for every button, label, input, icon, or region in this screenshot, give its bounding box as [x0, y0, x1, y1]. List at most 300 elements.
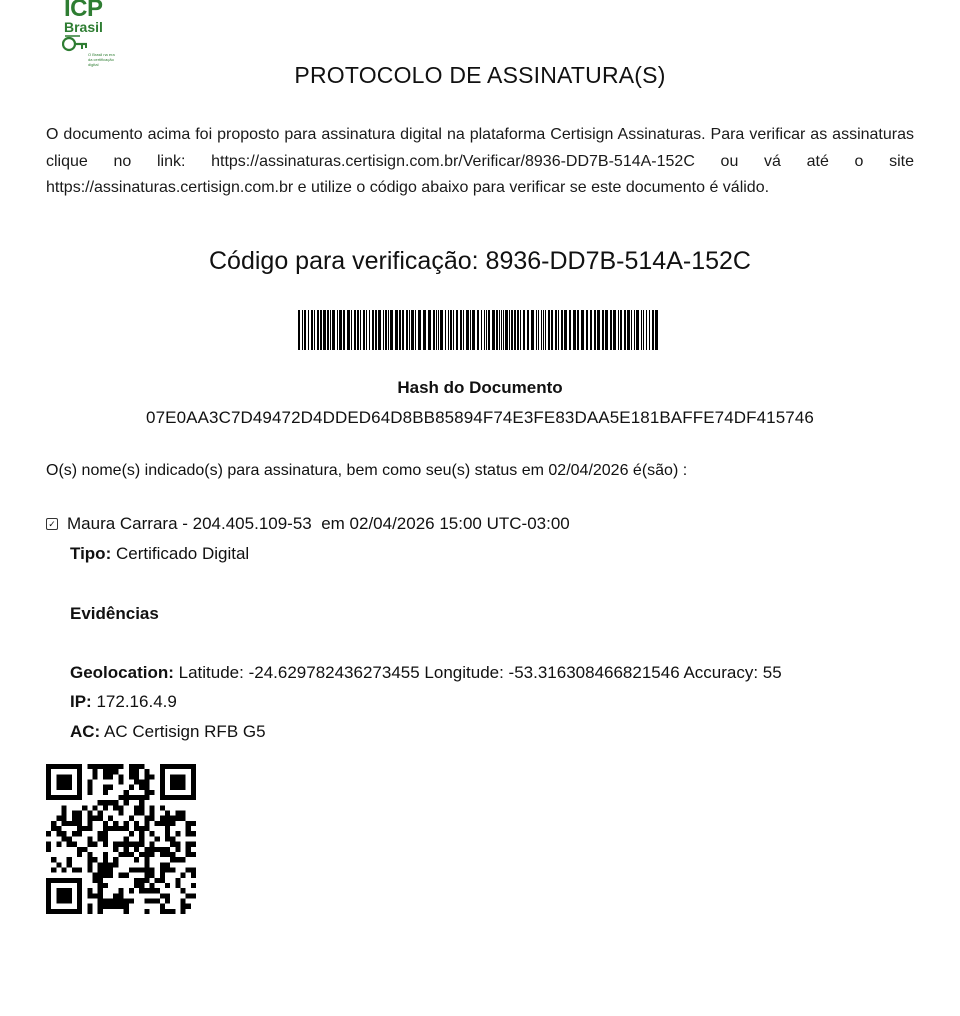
barcode-bar [445, 310, 446, 350]
barcode-bar [302, 310, 303, 350]
qr-module [51, 867, 56, 872]
qr-module [118, 888, 123, 893]
barcode-bar [436, 310, 437, 350]
qr-module [87, 862, 92, 867]
qr-module [87, 893, 92, 898]
barcode-bar [415, 310, 416, 350]
barcode-bar [561, 310, 563, 350]
barcode-bar [395, 310, 398, 350]
tipo-value: Certificado Digital [115, 544, 250, 563]
qr-module [108, 873, 113, 878]
qr-module [124, 790, 129, 795]
qr-module [77, 816, 82, 821]
barcode-bar [618, 310, 619, 350]
qr-module [139, 888, 144, 893]
barcode-bar [548, 310, 550, 350]
barcode-bar [375, 310, 377, 350]
barcode-bar [558, 310, 559, 350]
qr-module [72, 811, 77, 816]
qr-module [98, 862, 103, 867]
qr-module [103, 842, 108, 847]
barcode-bar [327, 310, 329, 350]
qr-module [93, 878, 98, 883]
qr-module [87, 780, 92, 785]
qr-module [180, 904, 185, 909]
qr-module [144, 867, 149, 872]
qr-module [98, 878, 103, 883]
qr-module [139, 805, 144, 810]
qr-module [139, 842, 144, 847]
signer-type [70, 544, 249, 564]
qr-module [144, 816, 149, 821]
barcode-bar [634, 310, 635, 350]
qr-module [134, 805, 139, 810]
qr-module [160, 909, 165, 914]
qr-module [124, 873, 129, 878]
qr-module [170, 774, 186, 790]
qr-module [118, 764, 123, 769]
qr-module [56, 842, 61, 847]
qr-module [170, 816, 175, 821]
qr-module [67, 857, 72, 862]
qr-module [118, 780, 123, 785]
qr-module [144, 774, 149, 779]
barcode-bar [652, 310, 654, 350]
barcode-bar [399, 310, 401, 350]
qr-module [98, 867, 103, 872]
qr-module [139, 831, 144, 836]
barcode-bar [569, 310, 571, 350]
qr-module [77, 826, 82, 831]
qr-module [124, 847, 129, 852]
barcode-bar [320, 310, 322, 350]
qr-module [87, 852, 92, 857]
qr-module [103, 769, 108, 774]
qr-module [124, 826, 129, 831]
barcode-bar [438, 310, 439, 350]
qr-module [124, 821, 129, 826]
barcode-bar [496, 310, 498, 350]
geolocation-label: Geolocation: [70, 663, 174, 682]
qr-module [175, 857, 180, 862]
qr-module [165, 816, 170, 821]
barcode-bar [383, 310, 384, 350]
qr-module [118, 774, 123, 779]
barcode-bar [314, 310, 315, 350]
qr-module [93, 805, 98, 810]
qr-module [124, 800, 129, 805]
qr-module [155, 836, 160, 841]
qr-module [191, 893, 196, 898]
qr-module [77, 847, 82, 852]
barcode-bar [605, 310, 608, 350]
qr-module [144, 826, 149, 831]
barcode-bar [543, 310, 544, 350]
barcode-bar [323, 310, 326, 350]
barcode-bar [631, 310, 632, 350]
qr-module [139, 795, 144, 800]
qr-module [144, 785, 149, 790]
qr-module [165, 836, 170, 841]
barcode-bar [590, 310, 592, 350]
geolocation-value: Latitude: -24.629782436273455 Longitude: -53.316308466821546 Accuracy: 55 [178, 663, 782, 682]
qr-module [144, 780, 149, 785]
qr-module [93, 816, 98, 821]
qr-module [149, 842, 154, 847]
barcode-bar [520, 310, 521, 350]
qr-module [103, 836, 108, 841]
qr-module [103, 774, 108, 779]
barcode-bar [555, 310, 557, 350]
ip-line [70, 692, 177, 712]
qr-module [191, 842, 196, 847]
qr-module [144, 909, 149, 914]
qr-module [98, 904, 103, 909]
barcode-bar [423, 310, 426, 350]
qr-module [103, 785, 108, 790]
qr-module [139, 764, 144, 769]
qr-module [113, 805, 118, 810]
qr-module [170, 852, 175, 857]
qr-module [144, 847, 149, 852]
qr-module [87, 811, 92, 816]
barcode-bar [551, 310, 553, 350]
qr-module [118, 904, 123, 909]
qr-module [56, 816, 61, 821]
qr-module [186, 904, 191, 909]
qr-module [108, 785, 113, 790]
barcode-bar [428, 310, 431, 350]
verification-code-line [0, 247, 960, 276]
qr-module [129, 769, 134, 774]
barcode-bar [488, 310, 490, 350]
qr-module [82, 805, 87, 810]
qr-module [98, 909, 103, 914]
qr-module [134, 842, 139, 847]
qr-module [170, 909, 175, 914]
qr-module [87, 888, 92, 893]
ac-value: AC Certisign RFB G5 [104, 722, 266, 741]
qr-module [134, 867, 139, 872]
qr-module [129, 764, 134, 769]
qr-module [46, 831, 51, 836]
qr-module [144, 873, 149, 878]
qr-module [149, 805, 154, 810]
qr-module [180, 857, 185, 862]
qr-module [62, 805, 67, 810]
qr-module [134, 847, 139, 852]
geolocation-line [70, 663, 782, 683]
qr-module [118, 811, 123, 816]
qr-module [139, 883, 144, 888]
qr-module [62, 867, 67, 872]
ac-label: AC: [70, 722, 101, 741]
qr-module [93, 873, 98, 878]
barcode-bar [620, 310, 622, 350]
qr-module [139, 780, 144, 785]
qr-module [87, 904, 92, 909]
qr-module [113, 847, 118, 852]
qr-module [175, 811, 180, 816]
qr-module [118, 826, 123, 831]
qr-module [149, 811, 154, 816]
qr-module [87, 764, 92, 769]
qr-module [165, 811, 170, 816]
barcode-bar [509, 310, 510, 350]
qr-module [134, 764, 139, 769]
qr-module [160, 904, 165, 909]
qr-module [129, 867, 134, 872]
qr-module [139, 785, 144, 790]
qr-module [186, 867, 191, 872]
qr-module [149, 883, 154, 888]
signer-line [46, 514, 570, 534]
qr-module [139, 800, 144, 805]
qr-module [160, 821, 165, 826]
barcode-bar [440, 310, 443, 350]
barcode-bar [536, 310, 537, 350]
qr-module [149, 831, 154, 836]
qr-module [129, 852, 134, 857]
qr-module [113, 769, 118, 774]
barcode-bar [472, 310, 475, 350]
qr-module [93, 769, 98, 774]
qr-module [180, 811, 185, 816]
qr-module [191, 821, 196, 826]
qr-module [67, 836, 72, 841]
qr-module [113, 826, 118, 831]
qr-module [175, 883, 180, 888]
barcode-bar [523, 310, 525, 350]
qr-module [124, 898, 129, 903]
qr-module [144, 898, 149, 903]
qr-module [103, 898, 108, 903]
qr-module [62, 831, 67, 836]
qr-module [108, 826, 113, 831]
barcode-bar [627, 310, 630, 350]
qr-module [155, 847, 160, 852]
barcode-bar [304, 310, 306, 350]
qr-module [129, 774, 134, 779]
qr-module [144, 821, 149, 826]
barcode-bar [298, 310, 300, 350]
barcode-bar [347, 310, 350, 350]
qr-module [56, 826, 61, 831]
qr-module [149, 873, 154, 878]
barcode-bar [594, 310, 596, 350]
barcode-bar [372, 310, 374, 350]
barcode-bar [649, 310, 650, 350]
qr-module [118, 805, 123, 810]
qr-module [108, 769, 113, 774]
qr-module [103, 873, 108, 878]
barcode-bar [610, 310, 612, 350]
qr-module [103, 883, 108, 888]
qr-module [149, 898, 154, 903]
qr-module [129, 795, 134, 800]
qr-module [93, 774, 98, 779]
qr-module [149, 847, 154, 852]
ip-value: 172.16.4.9 [96, 692, 177, 711]
barcode-bar [505, 310, 508, 350]
qr-module [134, 811, 139, 816]
qr-module [56, 831, 61, 836]
qr-module [67, 862, 72, 867]
qr-module [82, 847, 87, 852]
qr-module [51, 826, 56, 831]
qr-module [87, 836, 92, 841]
qr-module [129, 785, 134, 790]
qr-module [87, 842, 92, 847]
barcode-bar [597, 310, 600, 350]
qr-module [56, 888, 72, 904]
qr-module [62, 811, 67, 816]
barcode-bar [418, 310, 421, 350]
qr-module [144, 790, 149, 795]
qr-module [155, 821, 160, 826]
qr-module [165, 826, 170, 831]
qr-module [103, 852, 108, 857]
barcode-bar [466, 310, 469, 350]
key-icon [62, 34, 88, 54]
qr-module [124, 836, 129, 841]
page-title: PROTOCOLO DE ASSINATURA(S) [294, 62, 666, 88]
qr-module [180, 873, 185, 878]
qr-module [103, 764, 108, 769]
qr-module [144, 795, 149, 800]
qr-module [103, 821, 108, 826]
logo-tagline: O Brasil na era da certificação digital [88, 52, 115, 67]
qr-module [93, 893, 98, 898]
qr-module [191, 867, 196, 872]
intro-paragraph: O documento acima foi proposto para assinatura digital na plataforma Certisign Assinaturas. Para verificar as assinaturas clique no link: https://assinaturas.certisign.com.br/Verificar/8936-DD7B-514A-152C ou vá até o site https://assinaturas.certisign.com.br e utilize o código abaixo para verificar se este documento é válido. [46, 126, 914, 196]
barcode-bar [409, 310, 410, 350]
qr-module [170, 857, 175, 862]
qr-module [160, 893, 165, 898]
qr-module [160, 805, 165, 810]
qr-module [108, 764, 113, 769]
qr-module [118, 898, 123, 903]
barcode-bar [402, 310, 404, 350]
barcode-bar [390, 310, 393, 350]
qr-module [144, 888, 149, 893]
qr-module [72, 867, 77, 872]
qr-module [129, 888, 134, 893]
qr-module [160, 847, 165, 852]
logo-icp-text: ICP [64, 0, 103, 22]
qr-module [87, 785, 92, 790]
barcode-bar [501, 310, 502, 350]
qr-module [149, 852, 154, 857]
qr-module [87, 867, 92, 872]
qr-module [129, 831, 134, 836]
qr-module [108, 904, 113, 909]
qr-module [124, 909, 129, 914]
qr-module [118, 893, 123, 898]
barcode-bar [538, 310, 539, 350]
qr-module [175, 878, 180, 883]
qr-module [139, 811, 144, 816]
qr-module [170, 836, 175, 841]
qr-module [134, 826, 139, 831]
qr-module [46, 842, 51, 847]
barcode-bar [527, 310, 529, 350]
barcode-bar [624, 310, 626, 350]
barcode-bar [311, 310, 313, 350]
qr-module [67, 842, 72, 847]
barcode-bar [343, 310, 345, 350]
signer-date: em 02/04/2026 15:00 UTC-03:00 [321, 514, 570, 533]
qr-module [170, 821, 175, 826]
ip-label: IP: [70, 692, 92, 711]
qr-module [165, 883, 170, 888]
barcode-bar [456, 310, 458, 350]
barcode-bar [602, 310, 604, 350]
qr-module [180, 909, 185, 914]
qr-module [98, 816, 103, 821]
qr-module [108, 816, 113, 821]
barcode-bar [369, 310, 370, 350]
qr-module [139, 852, 144, 857]
qr-module [134, 878, 139, 883]
qr-module [165, 821, 170, 826]
status-line: O(s) nome(s) indicado(s) para assinatura, bem como seu(s) status em 02/04/2026 é(são) : [46, 462, 688, 479]
qr-module [180, 888, 185, 893]
qr-module [165, 847, 170, 852]
qr-module [191, 852, 196, 857]
qr-module [124, 842, 129, 847]
checkbox-icon: ✓ [46, 518, 58, 530]
qr-module [98, 800, 103, 805]
qr-module [155, 898, 160, 903]
qr-module [139, 878, 144, 883]
barcode-bar [406, 310, 408, 350]
qr-module [72, 821, 77, 826]
qr-module [87, 909, 92, 914]
qr-module [149, 774, 154, 779]
qr-module [51, 821, 56, 826]
qr-module [98, 873, 103, 878]
barcode-bar [484, 310, 485, 350]
barcode-bar [646, 310, 647, 350]
qr-module [113, 764, 118, 769]
barcode-bar [655, 310, 658, 350]
qr-module [144, 862, 149, 867]
qr-module [62, 821, 67, 826]
evidencias-heading: Evidências [70, 604, 159, 623]
qr-module [155, 878, 160, 883]
qr-module [77, 867, 82, 872]
qr-module [93, 857, 98, 862]
qr-module [87, 826, 92, 831]
qr-module [72, 831, 77, 836]
barcode-bar [573, 310, 576, 350]
qr-module [98, 764, 103, 769]
qr-module [180, 898, 185, 903]
qr-module [108, 774, 113, 779]
barcode-bar [577, 310, 579, 350]
barcode-bar [586, 310, 588, 350]
qr-module [144, 769, 149, 774]
qr-module [175, 847, 180, 852]
qr-module [87, 821, 92, 826]
barcode-bar [357, 310, 359, 350]
qr-module [87, 816, 92, 821]
qr-module [98, 883, 103, 888]
barcode-bar [411, 310, 414, 350]
qr-module [129, 816, 134, 821]
barcode-bar [460, 310, 462, 350]
